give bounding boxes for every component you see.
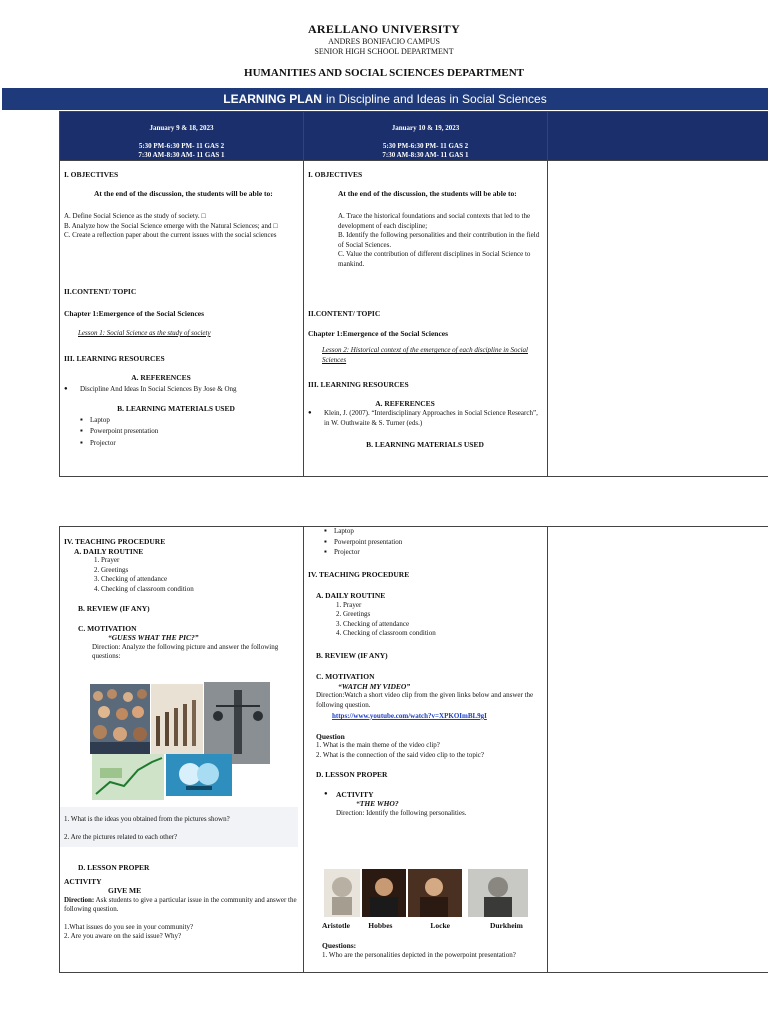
objectives-section-col1: I. OBJECTIVES At the end of the discussion, the students will be able to: A. Define Social Science as the study of society. □ B. Analyze how the Social Science emerge with the Natural Sciences; and □ C. Create a reflection paper about the current issues with the social sciences xyxy=(64,170,278,239)
content-section-col2: II.CONTENT/ TOPIC Chapter 1:Emergence of the Social Sciences Lesson 2: Historical context of the emergence of each discipline in Social Sciences III. LEARNING RESOURCES A. REFERENCES ● Klein, J. (2007). “Interdisciplinary Approaches in Social Science Research”, in W. Outhwaite & S. Turner (eds.) B. LEARNING MATERIALS USED xyxy=(308,309,542,450)
date-header-col2 xyxy=(304,112,547,161)
routine-item: 1. Prayer xyxy=(336,600,362,609)
video-link[interactable]: https://www.youtube.com/watch?v=XPKOImBL9gI xyxy=(332,712,487,720)
motivation-pictures xyxy=(90,682,300,800)
material-item: ▪ Powerpoint presentation xyxy=(80,427,298,437)
date-col1: January 9 & 18, 2023 xyxy=(149,124,214,132)
material-item: ▪ Powerpoint presentation xyxy=(324,538,542,548)
name-durkheim: Durkheim xyxy=(489,921,523,930)
plan-table-page2 xyxy=(59,526,768,973)
picture-collage xyxy=(90,682,300,800)
portrait-names xyxy=(322,921,538,931)
hobbes-portrait xyxy=(362,869,406,917)
routine-item: 3. Checking of attendance xyxy=(94,575,168,583)
materials-continued: ▪ Laptop ▪ Powerpoint presentation ▪ Projector IV. TEACHING PROCEDURE A. DAILY ROUTINE 1. Prayer 2. Greetings 3. Checking of attendance 4. Checking of classroom condition B. REVIEW (IF ANY) C. MOTIVATION “WATCH MY VIDEO” Direction:Watch a short video clip from the given links below and answer the following question. https://www.youtube.com/watch?v=XPKOImBL9gI Question 1. What is the main theme of the video clip? 2. What is the connection of the said video clip to the topic? D. LESSON PROPER ● ACTIVITY “THE WHO? Direction: Identify the following personalities. xyxy=(308,527,542,818)
banner-title: in Discipline and Ideas in Social Sciences xyxy=(325,92,547,106)
divider xyxy=(60,972,768,973)
routine-item: 3. Checking of attendance xyxy=(336,619,410,628)
reference-item: ● Klein, J. (2007). “Interdisciplinary Approaches in Social Science Research”, in W. Outhwaite & S. Turner (eds.) xyxy=(308,409,542,428)
material-item: ▪ Laptop xyxy=(324,527,542,537)
routine-item: 2. Greetings xyxy=(336,610,371,618)
material-item: ▪ Laptop xyxy=(80,416,298,426)
durkheim-portrait xyxy=(468,869,528,917)
motivation-questions: 1. What is the ideas you obtained from the pictures shown? 2. Are the pictures related to each other? xyxy=(60,807,298,847)
routine-item: 2. Greetings xyxy=(94,565,129,574)
brain-puzzle-picture xyxy=(166,754,232,796)
objectives-section-col2: I. OBJECTIVES At the end of the discussion, the students will be able to: A. Trace the historical foundations and social contexts that led to the development of each discipline; B. Identify the following personalities and their contribution in the field of Social Sciences. C. Value the contribution of different disciplines in Social Science to mankind. xyxy=(308,170,540,268)
teaching-procedure-col1: IV. TEACHING PROCEDURE A. DAILY ROUTINE 1. Prayer 2. Greetings 3. Checking of attendance 4. Checking of classroom condition B. REVIEW (IF ANY) C. MOTIVATION “GUESS WHAT THE PIC?” Direction: Analyze the following picture and answer the following questions: xyxy=(64,537,298,662)
personality-questions: Questions: 1. Who are the personalities depicted in the powerpoint presentation? xyxy=(322,941,516,959)
locke-portrait xyxy=(408,869,462,917)
name-aristotle: Aristotle xyxy=(322,921,350,930)
campus-name: ANDRES BONIFACIO CAMPUS xyxy=(328,37,440,46)
name-hobbes: Hobbes xyxy=(368,921,393,930)
plan-table-page1 xyxy=(59,111,768,477)
date-header-col1 xyxy=(60,112,303,161)
learning-plan-banner xyxy=(2,88,768,110)
evolution-picture xyxy=(151,684,203,754)
money-chart-picture xyxy=(92,754,164,800)
routine-item: 4. Checking of classroom condition xyxy=(94,584,194,593)
material-item: ▪ Projector xyxy=(80,439,298,449)
date-col2: January 10 & 19, 2023 xyxy=(391,124,460,132)
department-title: HUMANITIES AND SOCIAL SCIENCES DEPARTMENT xyxy=(244,67,524,79)
aristotle-portrait xyxy=(324,869,360,917)
crowd-picture xyxy=(90,684,150,754)
schedule-col1: 5:30 PM-6:30 PM- 11 GAS 2 7:30 AM-8:30 AM- 11 GAS 1 xyxy=(138,142,225,159)
lady-justice-picture xyxy=(204,682,270,764)
banner-prefix: LEARNING PLAN xyxy=(223,92,322,106)
portraits-svg xyxy=(324,869,534,919)
routine-item: 1. Prayer xyxy=(94,556,120,564)
university-name: ARELLANO UNIVERSITY xyxy=(307,22,461,36)
schedule-col2: 5:30 PM-6:30 PM- 11 GAS 2 7:30 AM-8:30 AM- 11 GAS 1 xyxy=(382,142,469,159)
reference-item: ● Discipline And Ideas In Social Sciences By Jose & Ong xyxy=(64,385,298,395)
name-locke: Locke xyxy=(430,921,450,930)
lesson-proper-col1: D. LESSON PROPER ACTIVITY GIVE ME Direction: Ask students to give a particular issue in the community and answer the following question. 1.What issues do you see in your community? 2. Are you aware on the said issue? Why? xyxy=(64,863,297,940)
divider xyxy=(60,476,768,477)
school-department: SENIOR HIGH SCHOOL DEPARTMENT xyxy=(314,47,454,56)
personality-portraits xyxy=(324,869,534,919)
routine-item: 4. Checking of classroom condition xyxy=(336,629,436,637)
content-section-col1: II.CONTENT/ TOPIC Chapter 1:Emergence of the Social Sciences Lesson 1: Social Science as the study of society III. LEARNING RESOURCES A. REFERENCES ● Discipline And Ideas In Social Sciences By Jose & Ong B. LEARNING MATERIALS USED ▪ Laptop ▪ Powerpoint presentation ▪ Projector xyxy=(64,287,298,448)
material-item: ▪ Projector xyxy=(324,548,542,558)
